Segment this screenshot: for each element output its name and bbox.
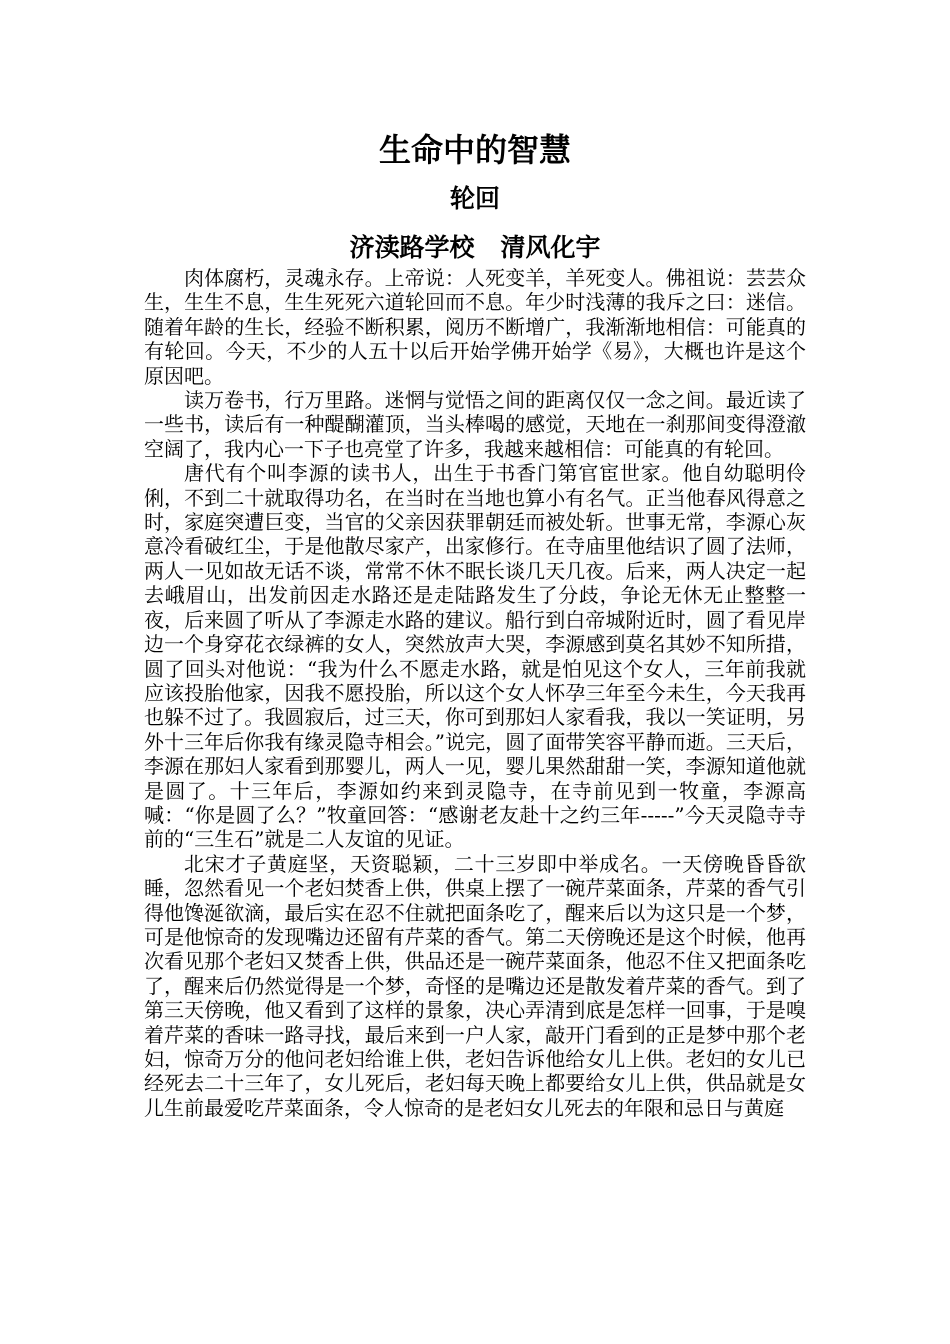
- author-school: 济渎路学校: [349, 233, 475, 262]
- paragraph: 唐代有个叫李源的读书人，出生于书香门第官宦世家。他自幼聪明伶俐，不到二十就取得功名，在当时在当地也算小有名气。正当他春风得意之时，家庭突遭巨变，当官的父亲因获罪朝廷而被处斩。世事无常，李源心灰意冷看破红尘，于是他散尽家产，出家修行。在寺庙里他结识了圆了法师，两人一见如故无话不谈，常常不休不眠长谈几天几夜。后来，两人决定一起去峨眉山，出发前因走水路还是走陆路发生了分歧，争论无休无止整整一夜，后来圆了听从了李源走水路的建议。船行到白帝城附近时，圆了看见岸边一个身穿花衣绿裤的女人，突然放声大哭，李源感到莫名其妙不知所措，圆了回头对他说：“我为什么不愿走水路，就是怕见这个女人，三年前我就应该投胎他家，因我不愿投胎，所以这个女人怀孕三年至今未生，今天我再也躲不过了。我圆寂后，过三天，你可到那妇人家看我，我以一笑证明，另外十三年后你我有缘灵隐寺相会。”说完，圆了面带笑容平静而逝。三天后，李源在那妇人家看到那婴儿，两人一见，婴儿果然甜甜一笑，李源知道他就是圆了。十三年后，李源如约来到灵隐寺，在寺前见到一牧童，李源高喊：“你是圆了么？”牧童回答：“感谢老友赴十之约三年-----”今天灵隐寺寺前的“三生石”就是二人友谊的见证。: [144, 461, 806, 852]
- document-title: 生命中的智慧: [378, 131, 571, 169]
- article-body: [144, 266, 806, 1120]
- document-subtitle: 轮回: [449, 184, 500, 213]
- paragraph: 读万卷书，行万里路。迷惘与觉悟之间的距离仅仅一念之间。最近读了一些书，读后有一种醍醐灌顶，当头棒喝的感觉，天地在一刹那间变得澄澈空阔了，我内心一下子也亮堂了许多，我越来越相信：可能真的有轮回。: [144, 388, 806, 461]
- author-name: 清风化宇: [500, 233, 601, 262]
- paragraph: 肉体腐朽，灵魂永存。上帝说：人死变羊，羊死变人。佛祖说：芸芸众生，生生不息，生生死死六道轮回而不息。年少时浅薄的我斥之曰：迷信。随着年龄的生长，经验不断积累，阅历不断增广，我渐渐地相信：可能真的有轮回。今天，不少的人五十以后开始学佛开始学《易》，大概也许是这个原因吧。: [144, 266, 806, 388]
- author-line: [0, 228, 950, 268]
- paragraph: 北宋才子黄庭坚，天资聪颖，二十三岁即中举成名。一天傍晚昏昏欲睡，忽然看见一个老妇焚香上供，供桌上摆了一碗芹菜面条，芹菜的香气引得他馋涎欲滴，最后实在忍不住就把面条吃了，醒来后以为这只是一个梦，可是他惊奇的发现嘴边还留有芹菜的香气。第二天傍晚还是这个时候，他再次看见那个老妇又焚香上供，供品还是一碗芹菜面条，他忍不住又把面条吃了，醒来后仍然觉得是一个梦，奇怪的是嘴边还是散发着芹菜的香气。到了第三天傍晚，他又看到了这样的景象，决心弄清到底是怎样一回事，于是嗅着芹菜的香味一路寻找，最后来到一户人家，敲开门看到的正是梦中那个老妇，惊奇万分的他问老妇给谁上供，老妇告诉他给女儿上供。老妇的女儿已经死去二十三年了，女儿死后，老妇每天晚上都要给女儿上供，供品就是女儿生前最爱吃芹菜面条，令人惊奇的是老妇女儿死去的年限和忌日与黄庭: [144, 851, 806, 1120]
